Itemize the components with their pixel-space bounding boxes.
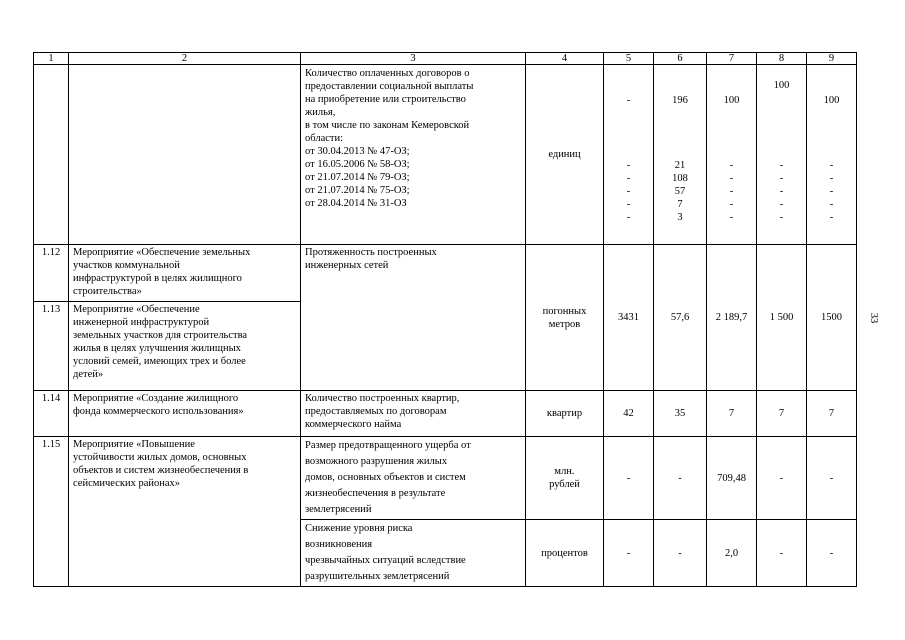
value-cell-col7 [707,65,757,245]
measure-cell: Мероприятие «Обеспечение инженерной инфраструктурой земельных участков для строительства жилья в целях улучшения жилищных условий семей, имеющих трех и более детей» [69,302,301,391]
unit-cell: погонных метров [526,245,604,391]
column-header: 2 [69,53,301,65]
total-value: 100 [723,95,740,106]
law-value: - [779,212,784,223]
total-value: 100 [773,80,790,91]
value-cell-col9: 1500 [807,245,857,391]
measure-cell: Мероприятие «Создание жилищного фонда коммерческого использования» [69,391,301,437]
indicator-cell [301,65,526,245]
value-cell-col7: 2 189,7 [707,245,757,391]
law-values [761,159,802,224]
row-number-cell: 1.12 [34,245,69,302]
law-values [711,159,752,224]
column-header: 8 [757,53,807,65]
unit-cell: процентов [526,520,604,587]
value-cell-col8: - [757,520,807,587]
law-value: - [829,160,834,171]
law-value: - [626,186,631,197]
law-item: от 16.05.2006 № 58-ОЗ; [305,159,410,170]
table-row [34,437,857,520]
value-cell-col9: 7 [807,391,857,437]
law-value: 108 [672,173,688,184]
law-item: от 28.04.2014 № 31-ОЗ [305,198,407,209]
program-indicators-table [33,52,857,587]
value-cell-col6: 35 [654,391,707,437]
law-value: 7 [677,199,683,210]
row-number-cell: 1.15 [34,437,69,587]
column-header: 4 [526,53,604,65]
law-value: - [829,212,834,223]
law-values [811,159,852,224]
value-cell-col5: - [604,520,654,587]
law-value: - [626,212,631,223]
law-item: от 21.07.2014 № 75-ОЗ; [305,185,410,196]
value-cell-col6: 57,6 [654,245,707,391]
law-value: - [729,212,734,223]
unit-cell: квартир [526,391,604,437]
column-header: 6 [654,53,707,65]
law-value: - [829,173,834,184]
value-cell-col8 [757,65,807,245]
unit-text: единиц [548,149,581,160]
indicator-cell: Размер предотвращенного ущерба от возможного разрушения жилых домов, основных объектов и систем жизнеобеспечения в результате землетрясений [301,437,526,520]
page-number: 33 [868,312,879,324]
unit-cell [526,65,604,245]
law-values [658,159,702,224]
law-value: 21 [674,160,686,171]
table-row [34,391,857,437]
law-value: - [729,173,734,184]
row-number-cell: 1.14 [34,391,69,437]
column-header: 9 [807,53,857,65]
value-cell-col8: 7 [757,391,807,437]
column-header: 3 [301,53,526,65]
value-cell-col8: - [757,437,807,520]
value-cell-col5 [604,65,654,245]
indicator-cell: Количество построенных квартир, предоставляемых по договорам коммерческого найма [301,391,526,437]
value-cell-col9: - [807,437,857,520]
law-value: - [626,199,631,210]
value-cell-col9 [807,65,857,245]
indicator-cell: Протяженность построенных инженерных сетей [301,245,526,391]
table-row [34,245,857,302]
value-cell-col8: 1 500 [757,245,807,391]
table-row [34,65,857,245]
law-value: - [829,186,834,197]
law-item: от 30.04.2013 № 47-ОЗ; [305,146,410,157]
law-value: - [729,160,734,171]
value-cell-col7: 709,48 [707,437,757,520]
value-cell-col5: - [604,437,654,520]
indicator-text: Количество оплаченных договоров о предоставлении социальной выплаты на приобретение или строительство жилья, в том числе по законам Кемеровской области: [305,68,474,144]
total-value: 196 [672,95,688,106]
row-number-cell: 1.13 [34,302,69,391]
law-value: - [779,160,784,171]
column-header: 1 [34,53,69,65]
law-values [608,159,649,224]
total-value: - [626,95,631,106]
column-header: 7 [707,53,757,65]
value-cell-col6: - [654,437,707,520]
value-cell-col7: 7 [707,391,757,437]
law-value: - [779,186,784,197]
value-cell-col6 [654,65,707,245]
law-value: - [779,199,784,210]
law-value: - [779,173,784,184]
law-value: 3 [677,212,683,223]
value-cell-col7: 2,0 [707,520,757,587]
measure-cell: Мероприятие «Повышение устойчивости жилых домов, основных объектов и систем жизнеобеспечения в сейсмических районах» [69,437,301,587]
law-value: - [626,160,631,171]
value-cell-col5: 42 [604,391,654,437]
value-cell-col9: - [807,520,857,587]
unit-cell: млн. рублей [526,437,604,520]
value-cell-col6: - [654,520,707,587]
value-cell-col5: 3431 [604,245,654,391]
law-value: - [829,199,834,210]
law-value: - [729,199,734,210]
measure-cell: Мероприятие «Обеспечение земельных участков коммунальной инфраструктурой в целях жилищного строительства» [69,245,301,302]
indicator-cell: Снижение уровня риска возникновения чрезвычайных ситуаций вследствие разрушительных землетрясений [301,520,526,587]
law-value: - [626,173,631,184]
column-number-row [34,53,857,65]
law-value: 57 [674,186,686,197]
law-list [305,145,521,210]
row-number-cell [34,65,69,245]
measure-cell [69,65,301,245]
total-value: 100 [823,95,840,106]
law-value: - [729,186,734,197]
law-item: от 21.07.2014 № 79-ОЗ; [305,172,410,183]
column-header: 5 [604,53,654,65]
